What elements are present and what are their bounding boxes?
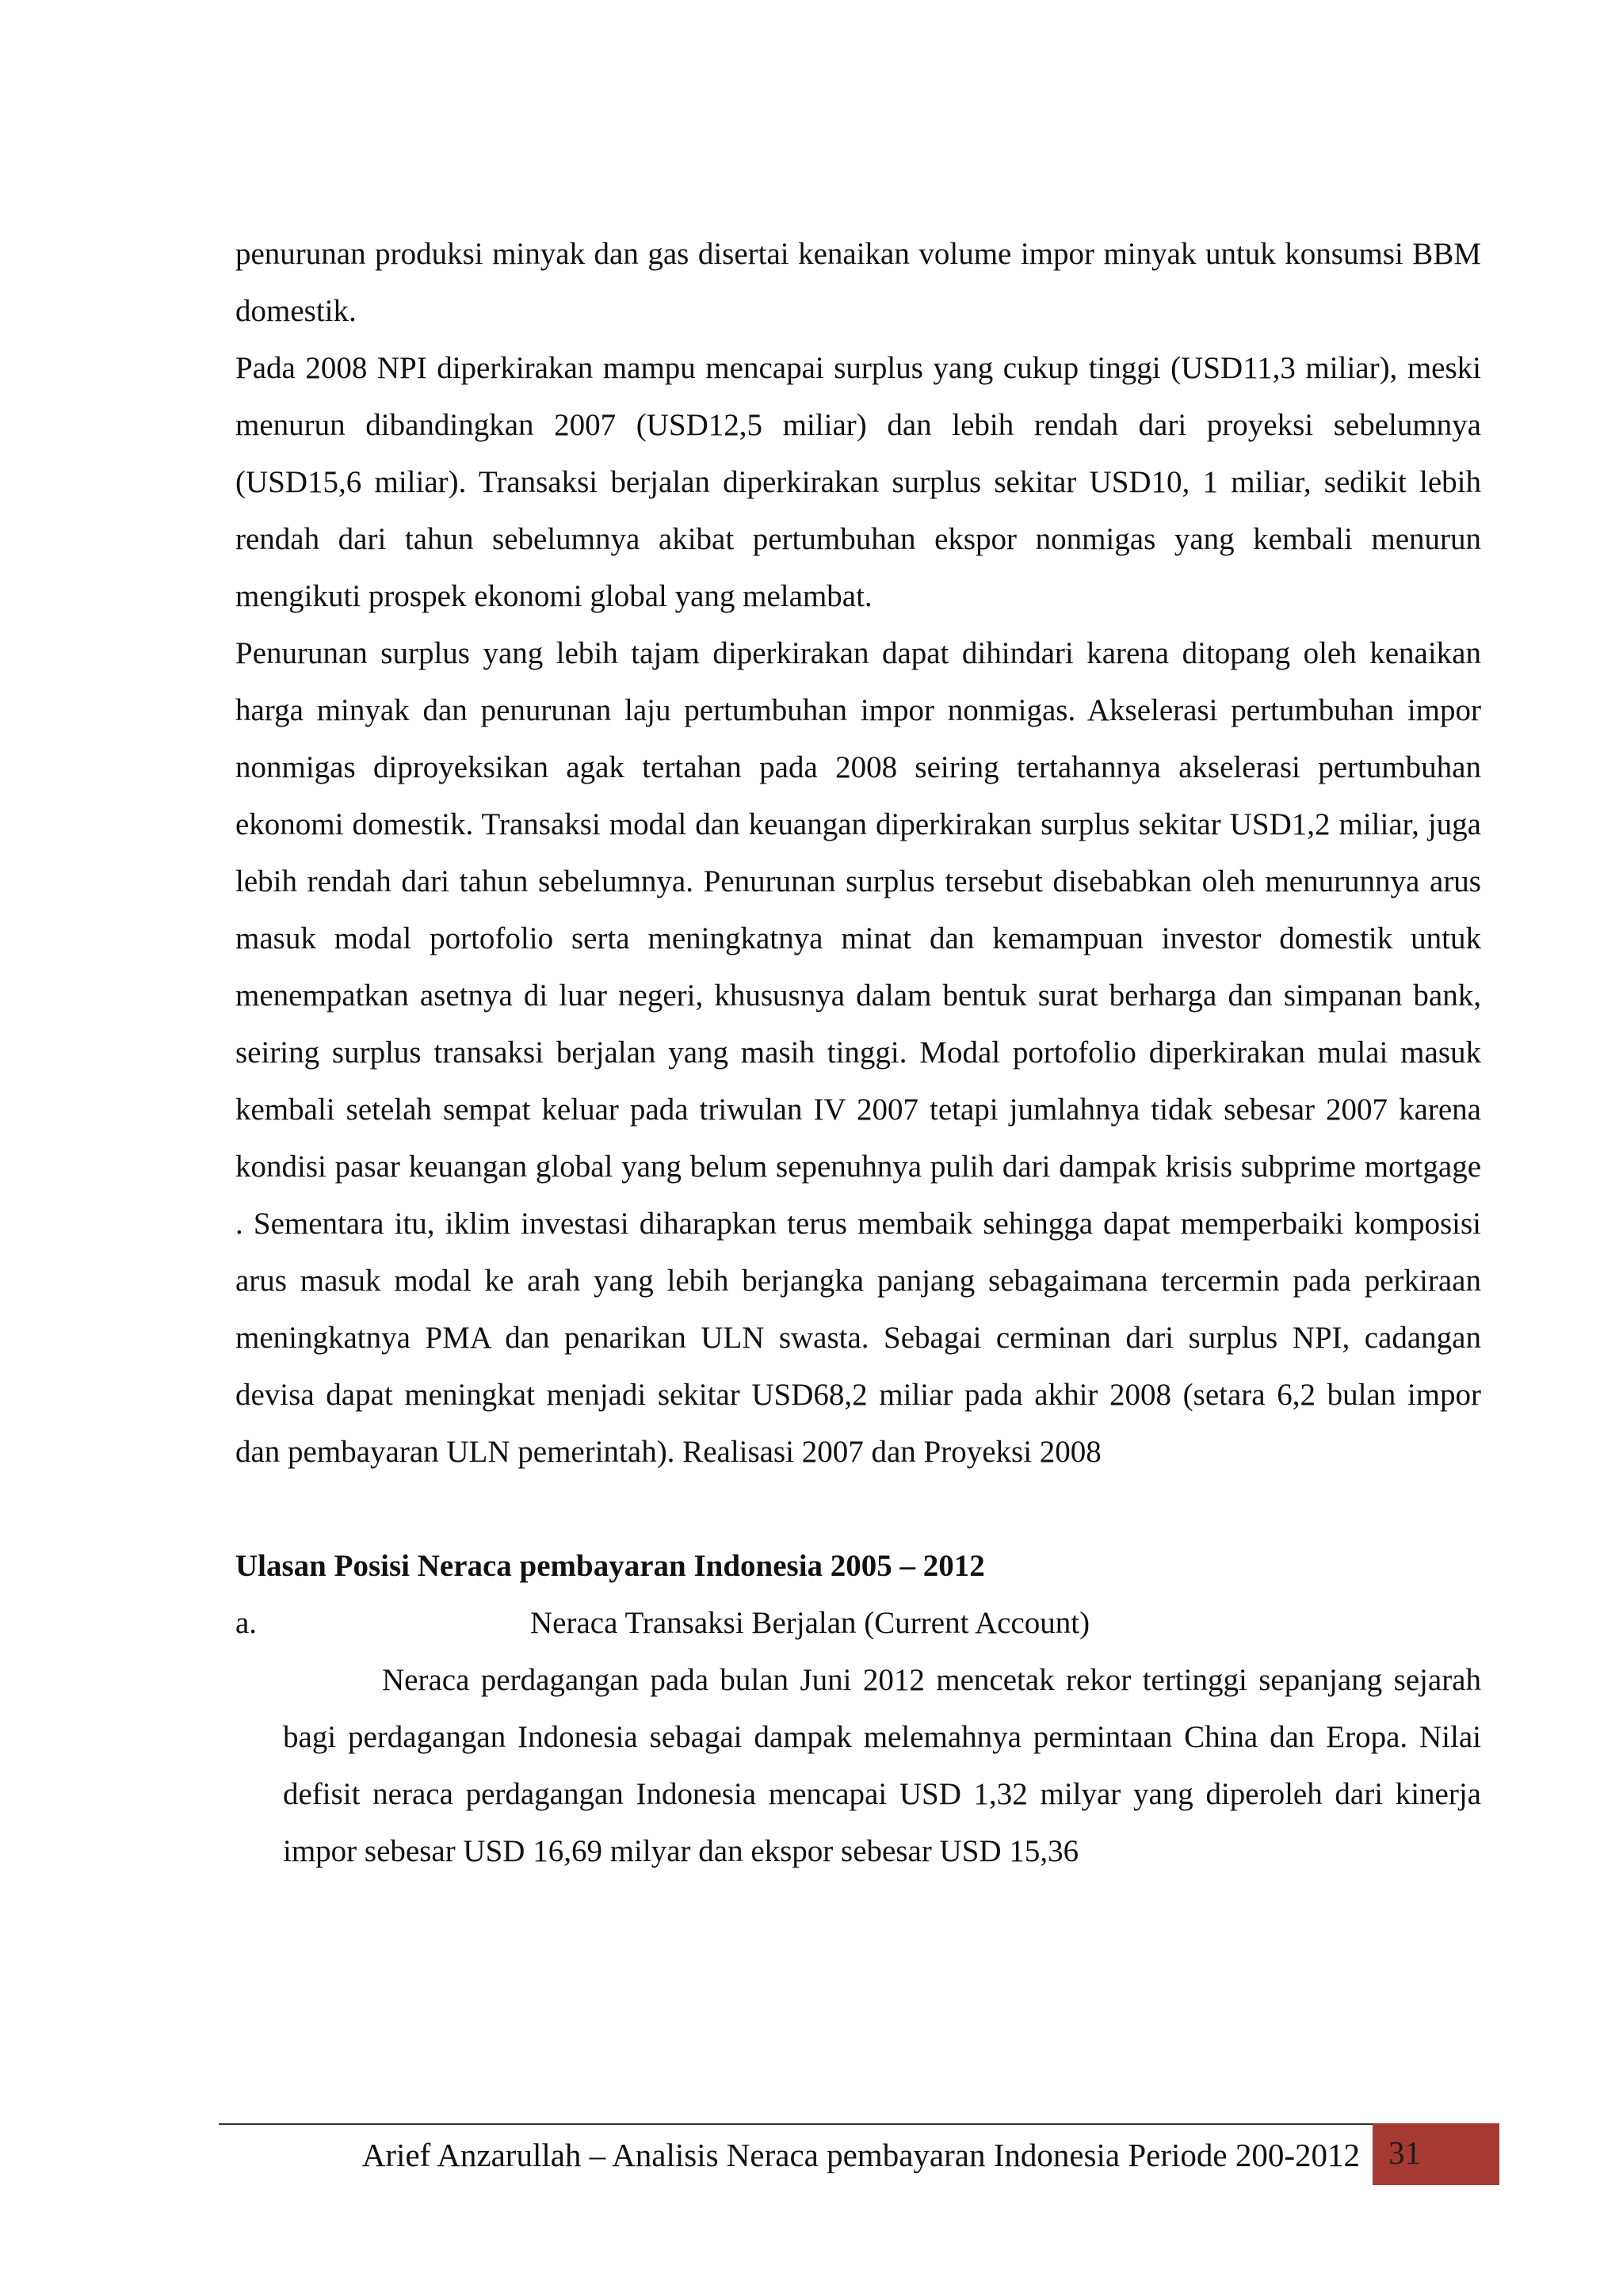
page-number: 31 bbox=[1388, 2134, 1421, 2171]
subsection-heading bbox=[235, 1595, 1481, 1652]
section-heading: Ulasan Posisi Neraca pembayaran Indonesia 2005 – 2012 bbox=[235, 1549, 985, 1583]
subsection-paragraph: Neraca perdagangan pada bulan Juni 2012 mencetak rekor tertinggi sepanjang sejarah bagi perdagangan Indonesia sebagai dampak melemahnya permintaan China dan Eropa. Nilai defisit neraca perdagangan Indonesia mencapai USD 1,32 milyar yang diperoleh dari kinerja impor sebesar USD 16,69 milyar dan ekspor sebesar USD 15,36 bbox=[283, 1663, 1481, 1868]
subsection-label: a. bbox=[235, 1606, 258, 1640]
page-body bbox=[235, 226, 1481, 1880]
paragraph: Penurunan surplus yang lebih tajam diperkirakan dapat dihindari karena ditopang oleh kenaikan harga minyak dan penurunan laju pertumbuhan impor nonmigas. Akselerasi pertumbuhan impor nonmigas diproyeksikan agak tertahan pada 2008 seiring tertahannya akselerasi pertumbuhan ekonomi domestik. Transaksi modal dan keuangan diperkirakan surplus sekitar USD1,2 miliar, juga lebih rendah dari tahun sebelumnya. Penurunan surplus tersebut disebabkan oleh menurunnya arus masuk modal portofolio serta meningkatnya minat dan kemampuan investor domestik untuk menempatkan asetnya di luar negeri, khususnya dalam bentuk surat berharga dan simpanan bank, seiring surplus transaksi berjalan yang masih tinggi. Modal portofolio diperkirakan mulai masuk kembali setelah sempat keluar pada triwulan IV 2007 tetapi jumlahnya tidak sebesar 2007 karena kondisi pasar keuangan global yang belum sepenuhnya pulih dari dampak krisis subprime mortgage . Sementara itu, iklim investasi diharapkan terus membaik sehingga dapat memperbaiki komposisi arus masuk modal ke arah yang lebih berjangka panjang sebagaimana tercermin pada perkiraan meningkatnya PMA dan penarikan ULN swasta. Sebagai cerminan dari surplus NPI, cadangan devisa dapat meningkat menjadi sekitar USD68,2 miliar pada akhir 2008 (setara 6,2 bulan impor dan pembayaran ULN pemerintah). Realisasi 2007 dan Proyeksi 2008 bbox=[235, 636, 1481, 1469]
footer-divider bbox=[219, 2123, 1499, 2125]
page-number-badge bbox=[1373, 2123, 1499, 2185]
paragraph: Pada 2008 NPI diperkirakan mampu mencapai surplus yang cukup tinggi (USD11,3 miliar), meski menurun dibandingkan 2007 (USD12,5 miliar) dan lebih rendah dari proyeksi sebelumnya (USD15,6 miliar). Transaksi berjalan diperkirakan surplus sekitar USD10, 1 miliar, sedikit lebih rendah dari tahun sebelumnya akibat pertumbuhan ekspor nonmigas yang kembali menurun mengikuti prospek ekonomi global yang melambat. bbox=[235, 351, 1481, 613]
paragraph: penurunan produksi minyak dan gas disertai kenaikan volume impor minyak untuk konsumsi BBM domestik. bbox=[235, 237, 1481, 328]
subsection-title: Neraca Transaksi Berjalan (Current Account) bbox=[530, 1606, 1090, 1640]
footer-running-title: Arief Anzarullah – Analisis Neraca pembayaran Indonesia Periode 200-2012 bbox=[361, 2137, 1360, 2173]
